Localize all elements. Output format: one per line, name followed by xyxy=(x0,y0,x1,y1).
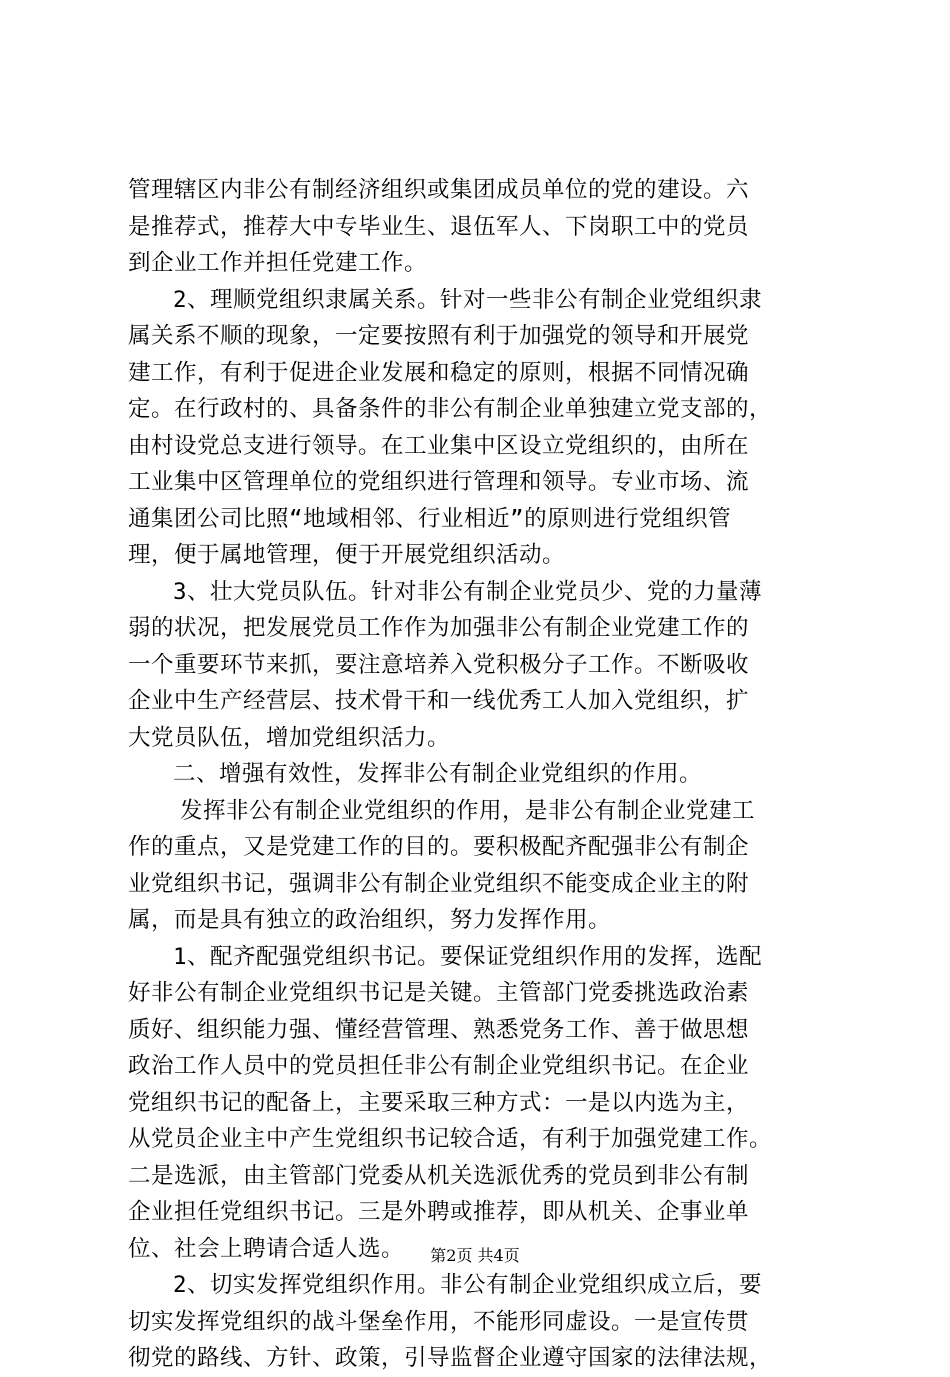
text-line: 通集团公司比照“地域相邻、行业相近”的原则进行党组织管 xyxy=(128,505,732,532)
text-line: 建工作，有利于促进企业发展和稳定的原则，根据不同情况确 xyxy=(128,359,750,386)
text-line: 切实发挥党组织的战斗堡垒作用，不能形同虚设。一是宣传贯 xyxy=(128,1308,750,1335)
text-line: 彻党的路线、方针、政策，引导监督企业遵守国家的法律法规， xyxy=(128,1345,773,1371)
text-line: 弱的状况，把发展党员工作作为加强非公有制企业党建工作的 xyxy=(128,615,750,641)
page-number-footer: 第2页 共4页 xyxy=(430,1246,520,1265)
text-line: 到企业工作并担任党建工作。 xyxy=(128,250,428,276)
text-line: 属，而是具有独立的政治组织，努力发挥作用。 xyxy=(128,907,612,933)
section-heading: 二、增强有效性，发挥非公有制企业党组织的作用。 xyxy=(173,761,703,787)
text-line: 由村设党总支进行领导。在工业集中区设立党组织的，由所在 xyxy=(128,432,750,459)
text-line: 企业中生产经营层、技术骨干和一线优秀工人加入党组织，扩 xyxy=(128,688,750,714)
text-line: 好非公有制企业党组织书记是关键。主管部门党委挑选政治素 xyxy=(128,980,750,1006)
text-line: 定。在行政村的、具备条件的非公有制企业单独建立党支部的， xyxy=(128,396,773,422)
text-line: 质好、组织能力强、懂经营管理、熟悉党务工作、善于做思想 xyxy=(128,1016,750,1043)
paragraph-start-line: 3、壮大党员队伍。针对非公有制企业党员少、党的力量薄 xyxy=(173,578,763,605)
text-line: 党组织书记的配备上，主要采取三种方式：一是以内选为主， xyxy=(128,1089,750,1116)
paragraph-start-line: 1、配齐配强党组织书记。要保证党组织作用的发挥，选配 xyxy=(173,943,763,970)
text-line: 一个重要环节来抓，要注意培养入党积极分子工作。不断吸收 xyxy=(128,651,750,678)
paragraph-start-line: 发挥非公有制企业党组织的作用，是非公有制企业党建工 xyxy=(180,797,756,824)
text-line: 业党组织书记，强调非公有制企业党组织不能变成企业主的附 xyxy=(128,870,750,897)
text-line: 大党员队伍，增加党组织活力。 xyxy=(128,724,451,751)
text-line: 从党员企业主中产生党组织书记较合适，有利于加强党建工作。 xyxy=(128,1126,773,1152)
text-line: 企业担任党组织书记。三是外聘或推荐，即从机关、企事业单 xyxy=(128,1199,750,1225)
document-body xyxy=(128,172,836,1377)
text-line: 工业集中区管理单位的党组织进行管理和领导。专业市场、流 xyxy=(128,469,750,495)
text-line: 理，便于属地管理，便于开展党组织活动。 xyxy=(128,542,566,568)
text-line: 二是选派，由主管部门党委从机关选派优秀的党员到非公有制 xyxy=(128,1162,750,1189)
paragraph-start-line: 2、切实发挥党组织作用。非公有制企业党组织成立后，要 xyxy=(173,1272,763,1298)
text-line: 作的重点，又是党建工作的目的。要积极配齐配强非公有制企 xyxy=(128,834,750,860)
paragraph-start-line: 2、理顺党组织隶属关系。针对一些非公有制企业党组织隶 xyxy=(173,286,763,313)
text-line: 属关系不顺的现象，一定要按照有利于加强党的领导和开展党 xyxy=(128,323,750,349)
text-line: 是推荐式，推荐大中专毕业生、退伍军人、下岗职工中的党员 xyxy=(128,213,750,240)
text-line: 位、社会上聘请合适人选。 xyxy=(128,1235,405,1262)
text-line: 政治工作人员中的党员担任非公有制企业党组织书记。在企业 xyxy=(128,1053,750,1079)
text-line: 管理辖区内非公有制经济组织或集团成员单位的党的建设。六 xyxy=(128,177,750,203)
